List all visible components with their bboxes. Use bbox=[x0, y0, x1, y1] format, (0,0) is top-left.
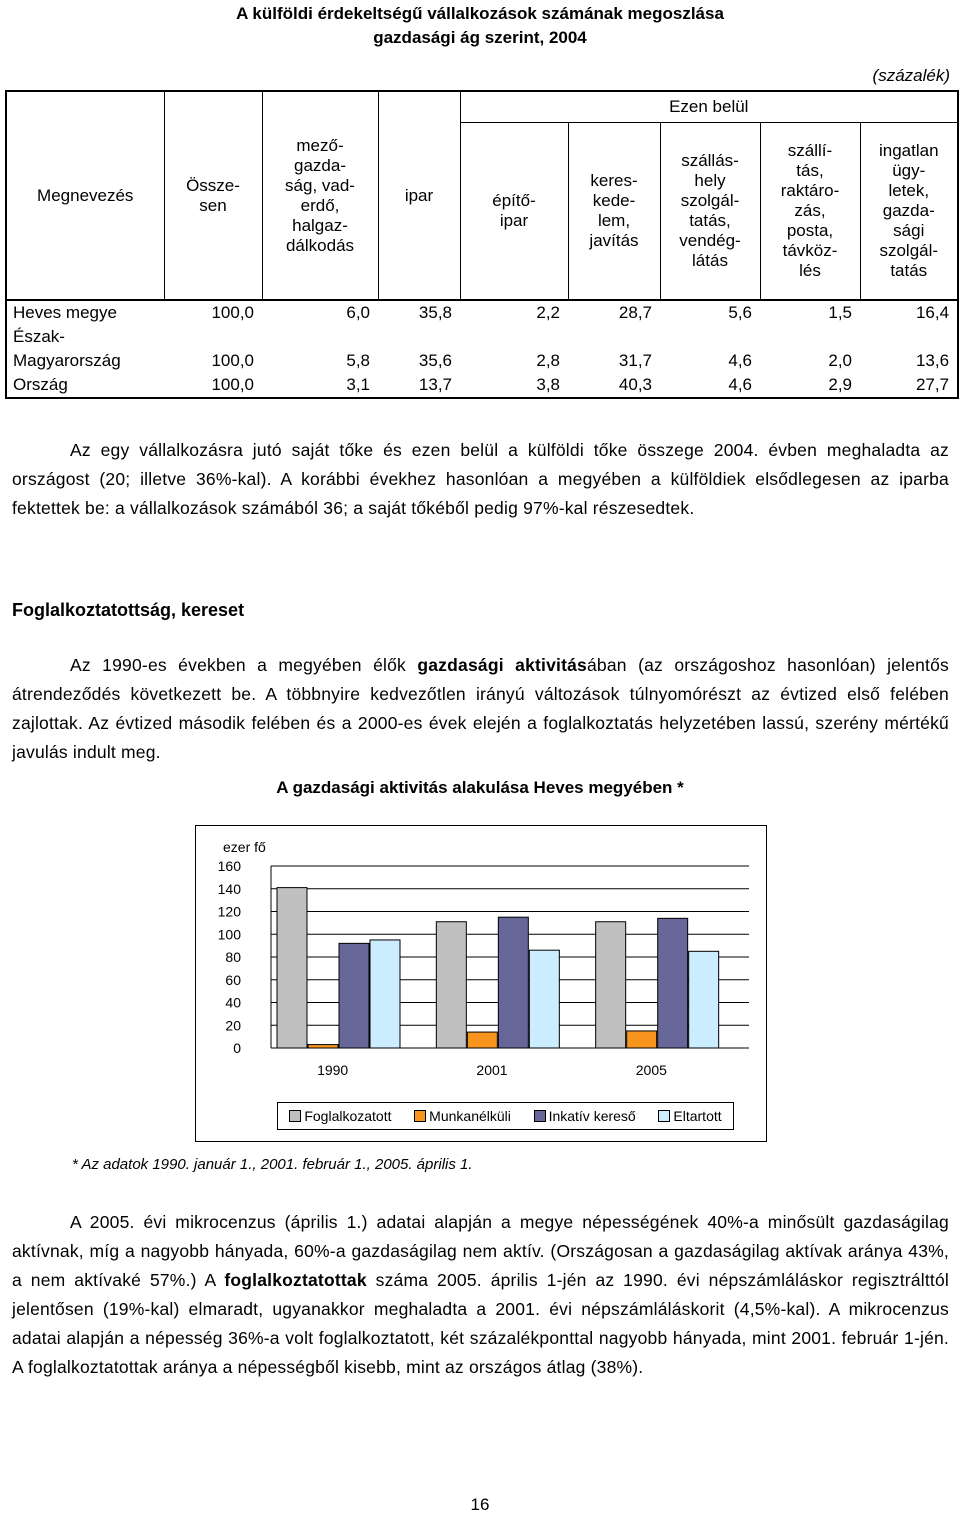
header-ipar: ipar bbox=[378, 91, 460, 300]
header-mezogazdasag: mező- gazda- ság, vad- erdő, halgaz- dálkodás bbox=[262, 91, 378, 300]
footnote: * Az adatok 1990. január 1., 2001. február 1., 2005. április 1. bbox=[72, 1156, 473, 1173]
header-megnevezes: Megnevezés bbox=[6, 91, 164, 300]
header-kereskedelem: keres- kede- lem, javítás bbox=[568, 123, 660, 301]
legend-swatch bbox=[658, 1110, 670, 1122]
section-heading: Foglalkoztatottság, kereset bbox=[12, 600, 245, 620]
paragraph-2-before: Az 1990-es években a megyében élők bbox=[70, 655, 418, 675]
row-name: Heves megye bbox=[13, 303, 117, 322]
bar bbox=[467, 1032, 497, 1048]
y-tick-label: 40 bbox=[225, 994, 241, 1011]
cell: 5,6 bbox=[728, 303, 752, 322]
bar bbox=[277, 888, 307, 1048]
y-tick-label: 0 bbox=[233, 1040, 241, 1056]
bar bbox=[689, 951, 719, 1048]
y-tick-label: 160 bbox=[217, 858, 241, 874]
bar bbox=[436, 922, 466, 1048]
x-tick-label: 2005 bbox=[635, 1062, 667, 1078]
cell: 100,0 bbox=[211, 351, 254, 370]
cell: 4,6 bbox=[728, 375, 752, 394]
chart-legend bbox=[277, 1102, 734, 1130]
cell: 5,8 bbox=[346, 351, 370, 370]
y-ticks bbox=[218, 858, 242, 1056]
paragraph-2-bold: gazdasági aktivitás bbox=[417, 655, 587, 675]
sector-distribution-table bbox=[5, 90, 959, 399]
paragraph-1-text: Az egy vállalkozásra jutó saját tőke és ezen belül a külföldi tőke összege 2004. évben meghaladta az országost (20; illetve 36%-kal). A korábbi évekhez hasonlóan a megyében a külföldiek elsődlegesen az iparba fektettek be: a vállalkozások számából 36; a saját tőkéből pedig 97%-kal részesedtek. bbox=[12, 440, 949, 518]
cell: 35,6 bbox=[418, 351, 452, 370]
y-tick-label: 60 bbox=[225, 971, 241, 988]
header-osszesen: Össze- sen bbox=[164, 91, 262, 300]
paragraph-3-part2: száma 2005. április 1-jén az 1990. évi népszámláláskor regisztrálttól jelentősen (19%-kal) elmaradt, ugyanakkor meghaladta a 2001. évi népszámláláskorit (4,5%-kal). A mikrocenzus adatai alapján a népesség 36%-a volt foglalkoztatott, két százalékponttal nagyobb hányada, mint 2001. február 1-jén. A foglalkoztatottak aránya a népességből kisebb, mint az országos átlag (38%). bbox=[12, 1270, 949, 1377]
paragraph-3-bold: foglalkoztatottak bbox=[224, 1270, 367, 1290]
y-tick-label: 20 bbox=[225, 1017, 241, 1034]
bar bbox=[308, 1045, 338, 1048]
cell: 2,9 bbox=[828, 375, 852, 394]
cell: 40,3 bbox=[618, 375, 652, 394]
cell: 100,0 bbox=[211, 375, 254, 394]
legend-label: Eltartott bbox=[673, 1108, 722, 1124]
y-tick-label: 100 bbox=[217, 926, 241, 943]
legend-item bbox=[414, 1108, 511, 1124]
cell: 2,2 bbox=[536, 303, 560, 322]
legend-label: Munkanélküli bbox=[429, 1108, 511, 1124]
legend-item bbox=[534, 1108, 636, 1124]
legend-swatch bbox=[534, 1110, 546, 1122]
bar bbox=[370, 940, 400, 1048]
cell: 4,6 bbox=[728, 351, 752, 370]
header-ezen-belul: Ezen belül bbox=[460, 91, 958, 123]
bar bbox=[339, 943, 369, 1048]
page-number: 16 bbox=[470, 1495, 490, 1514]
table-title bbox=[150, 2, 810, 50]
cell: 1,5 bbox=[828, 303, 852, 322]
row-name: Ország bbox=[13, 375, 68, 394]
table-row bbox=[6, 325, 958, 373]
cell: 13,7 bbox=[418, 375, 452, 394]
cell: 16,4 bbox=[915, 303, 950, 322]
header-szallitas: szállí- tás, raktáro- zás, posta, távköz- lés bbox=[760, 123, 860, 301]
bar bbox=[658, 918, 688, 1048]
unit-note: (százalék) bbox=[872, 66, 950, 85]
cell: 28,7 bbox=[618, 303, 652, 322]
bar bbox=[529, 950, 559, 1048]
cell: 6,0 bbox=[346, 303, 370, 322]
cell: 3,8 bbox=[536, 375, 560, 394]
cell: 13,6 bbox=[915, 351, 950, 370]
table-title-line1: A külföldi érdekeltségű vállalkozások számának megoszlása bbox=[236, 4, 724, 23]
paragraph-2 bbox=[12, 651, 949, 767]
legend-swatch bbox=[289, 1110, 301, 1122]
paragraph-1 bbox=[12, 436, 949, 523]
cell: 3,1 bbox=[346, 375, 370, 394]
legend-label: Inkatív kereső bbox=[548, 1108, 636, 1124]
bar bbox=[596, 922, 626, 1048]
header-szallashely: szállás- hely szolgál- tatás, vendég- látás bbox=[660, 123, 760, 301]
legend-label: Foglalkozatott bbox=[304, 1108, 392, 1124]
chart-area bbox=[195, 825, 767, 1142]
legend-item bbox=[658, 1108, 721, 1124]
paragraph-3-part1: A 2005. évi mikrocenzus (április 1.) adatai alapján a megye népességének 40%-a minősült gazdaságilag aktívnak, míg a nagyobb hányada, 60%-a gazdaságilag nem aktív. (Országosan a gazdaságilag aktívak aránya 43%, a nem aktívaké 57%.) A bbox=[12, 1212, 949, 1290]
table-title-line2: gazdasági ág szerint, 2004 bbox=[373, 28, 587, 47]
cell: 27,7 bbox=[915, 375, 950, 394]
header-epitoipar: építő- ipar bbox=[460, 123, 568, 301]
y-tick-label: 80 bbox=[225, 949, 241, 965]
chart-title: A gazdasági aktivitás alakulása Heves megyében * bbox=[276, 778, 684, 797]
y-axis-label: ezer fő bbox=[223, 839, 266, 855]
x-tick-label: 2001 bbox=[476, 1062, 508, 1078]
table-row bbox=[6, 300, 958, 325]
cell: 31,7 bbox=[618, 351, 652, 370]
y-tick-label: 140 bbox=[217, 880, 241, 897]
cell: 2,8 bbox=[536, 351, 560, 370]
table-row bbox=[6, 373, 958, 398]
cell: 100,0 bbox=[211, 303, 254, 322]
x-ticks bbox=[317, 1062, 667, 1078]
bar bbox=[498, 917, 528, 1048]
bar-chart bbox=[196, 826, 766, 1141]
paragraph-3 bbox=[12, 1208, 949, 1382]
y-tick-label: 120 bbox=[217, 903, 241, 920]
legend-item bbox=[289, 1108, 391, 1124]
legend-swatch bbox=[414, 1110, 426, 1122]
cell: 2,0 bbox=[828, 351, 852, 370]
row-name: Észak- Magyarország bbox=[13, 327, 121, 370]
x-tick-label: 1990 bbox=[317, 1062, 349, 1078]
bar bbox=[627, 1031, 657, 1048]
header-ingatlan: ingatlan ügy- letek, gazda- sági szolgál- tatás bbox=[860, 123, 958, 301]
cell: 35,8 bbox=[418, 303, 452, 322]
paragraph-2-after: ában (az országoshoz hasonlóan) jelentős átrendeződés következett be. A többnyire kedvezőtlen irányú változások túlnyomórészt az évtized első felében zajlottak. Az évtized második felében és a 2000-es évek elején a foglalkoztatás helyzetében lassú, szerény mértékű javulás indult meg. bbox=[12, 655, 950, 762]
